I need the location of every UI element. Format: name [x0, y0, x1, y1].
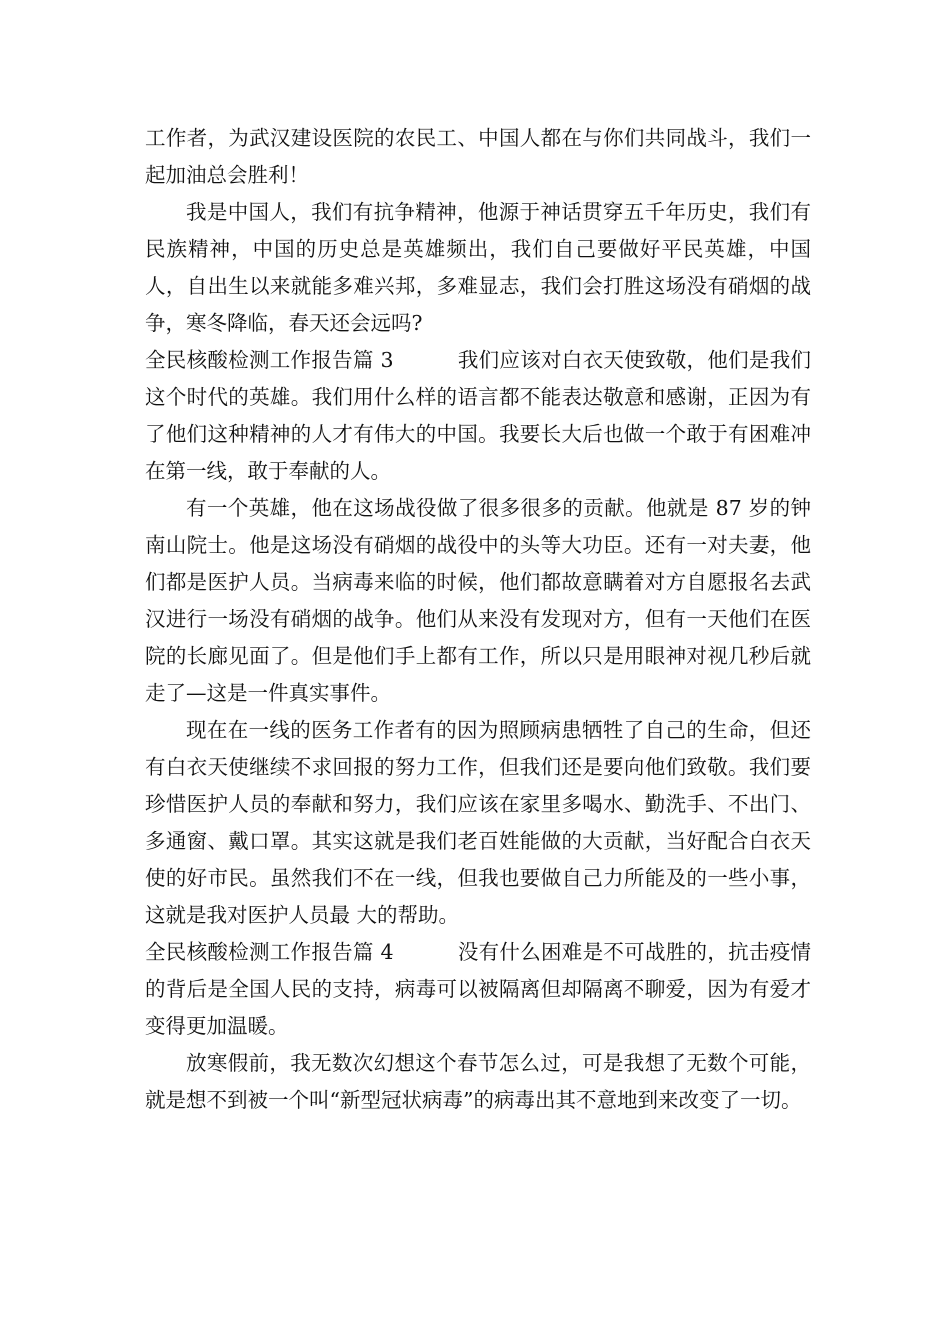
- paragraph-chinese-spirit: 我是中国人，我们有抗争精神，他源于神话贯穿五千年历史，我们有民族精神，中国的历史总是英雄频出，我们自己要做好平民英雄，中国人，自出生以来就能多难兴邦，多难显志，我们会打胜这场没有硝烟的战争，寒冬降临，春天还会远吗?: [145, 200, 811, 335]
- section-4-first-paragraph: 没有什么困难是不可战胜的，抗击疫情的背后是全国人民的支持，病毒可以被隔离但却隔离不聊爱，因为有爱才变得更加温暖。: [145, 940, 812, 1038]
- paragraph-zhong-nanshan: 有一个英雄，他在这场战役做了很多很多的贡献。他就是 87 岁的钟南山院士。他是这场没有硝烟的战役中的头等大功臣。还有一对夫妻，他们都是医护人员。当病毒来临的时候，他们都故意瞒着对方自愿报名去武汉进行一场没有硝烟的战争。他们从来没有发现对方，但有一天他们在医院的长廊见面了。但是他们手上都有工作，所以只是用眼神对视几秒后就走了—这是一件真实事件。: [145, 496, 811, 705]
- paragraph-continuation: 工作者，为武汉建设医院的农民工、中国人都在与你们共同战斗，我们一起加油总会胜利！: [145, 126, 811, 187]
- section-4-block: [145, 934, 811, 1045]
- section-3-first-paragraph: 我们应该对白衣天使致敬，他们是我们这个时代的英雄。我们用什么样的语言都不能表达敬意和感谢，正因为有了他们这种精神的人才有伟大的中国。我要长大后也做一个敢于有困难冲在第一线，敢于奉献的人。: [145, 348, 812, 483]
- paragraph-winter-break: 放寒假前，我无数次幻想这个春节怎么过，可是我想了无数个可能，就是想不到被一个叫“新型冠状病毒”的病毒出其不意地到来改变了一切。: [145, 1051, 811, 1112]
- section-3-heading: 全民核酸检测工作报告篇 3: [145, 348, 394, 372]
- document-body: [145, 120, 811, 1119]
- paragraph-medical-workers: 现在在一线的医务工作者有的因为照顾病患牺牲了自己的生命，但还有白衣天使继续不求回报的努力工作，但我们还是要向他们致敬。我们要珍惜医护人员的奉献和努力，我们应该在家里多喝水、勤洗手、不出门、多通窗、戴口罩。其实这就是我们老百姓能做的大贡献，当好配合白衣天使的好市民。虽然我们不在一线，但我也要做自己力所能及的一些小事，这就是我对医护人员最 大的帮助。: [145, 718, 811, 927]
- section-3-block: [145, 342, 811, 490]
- section-4-heading: 全民核酸检测工作报告篇 4: [145, 940, 394, 964]
